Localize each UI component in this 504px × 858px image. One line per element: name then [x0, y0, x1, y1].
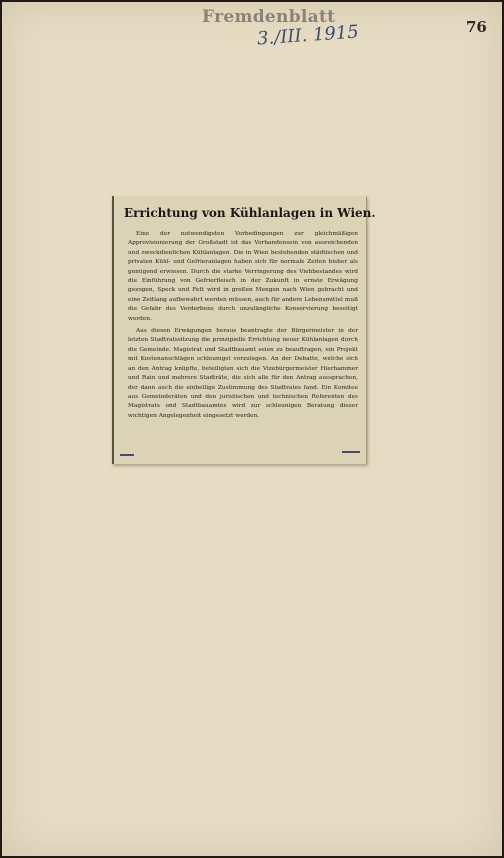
article-body — [128, 230, 358, 424]
article-paragraph: Eine der notwendigsten Vorbedingungen zur gleichmäßigen Approvisionierung der Großstadt ist das Vorhandensein von ausreichenden und zweckdienlichen Kühlanlagen. Die in Wien bestehenden städtischen und privaten Kühl- und Gefrieranlagen haben sich für normale Zeiten bisher als genügend erwiesen. Durch die starke Verringerung des Viehbestandes wird die Einführung von Gefrierfleisch in der Zukunft in ernste Erwägung gezogen, Speck und Fett wird in großen Mengen nach Wien gebracht und eine Zeitlang aufbewahrt werden müssen, auch für andere Lebensmittel muß die Gefahr des Verderbens durch unzulängliche Konservierung beseitigt werden. — [128, 231, 358, 322]
newspaper-clipping — [112, 196, 376, 464]
handwritten-date: 3./III. 1915 — [256, 21, 360, 50]
newspaper-source-stamp: Fremdenblatt — [202, 7, 336, 27]
archive-page — [2, 2, 502, 856]
pencil-mark-right — [342, 451, 360, 453]
pencil-mark-left — [120, 454, 134, 456]
page-number: 76 — [466, 18, 487, 36]
article-title: Errichtung von Kühlanlagen in Wien. — [124, 206, 376, 220]
article-paragraph: Aus diesen Erwägungen heraus beantragte der Bürgermeister in der letzten Stadtratssitzung die prinzipielle Errichtung neuer Kühlanlagen durch die Gemeinde. Magistrat und Stadtbauamt seien zu beauftragen, ein Projekt mit Kostenanschlägen schleunigst vorzulegen. An der Debatte, welche sich an den Antrag knüpfte, beteiligten sich die Vizebürgermeister Hierhammer und Rain und mehrere Stadträte, die sich alle für den Antrag aussprachen, der dann auch die einhellige Zustimmung des Stadtrates fand. Ein Komitee aus Gemeinderäten und den juristischen und technischen Referenten des Magistrats und Stadtbauamtes wird zur schleunigen Beratung dieser wichtigen Angelegenheit eingesetzt werden. — [128, 328, 358, 419]
